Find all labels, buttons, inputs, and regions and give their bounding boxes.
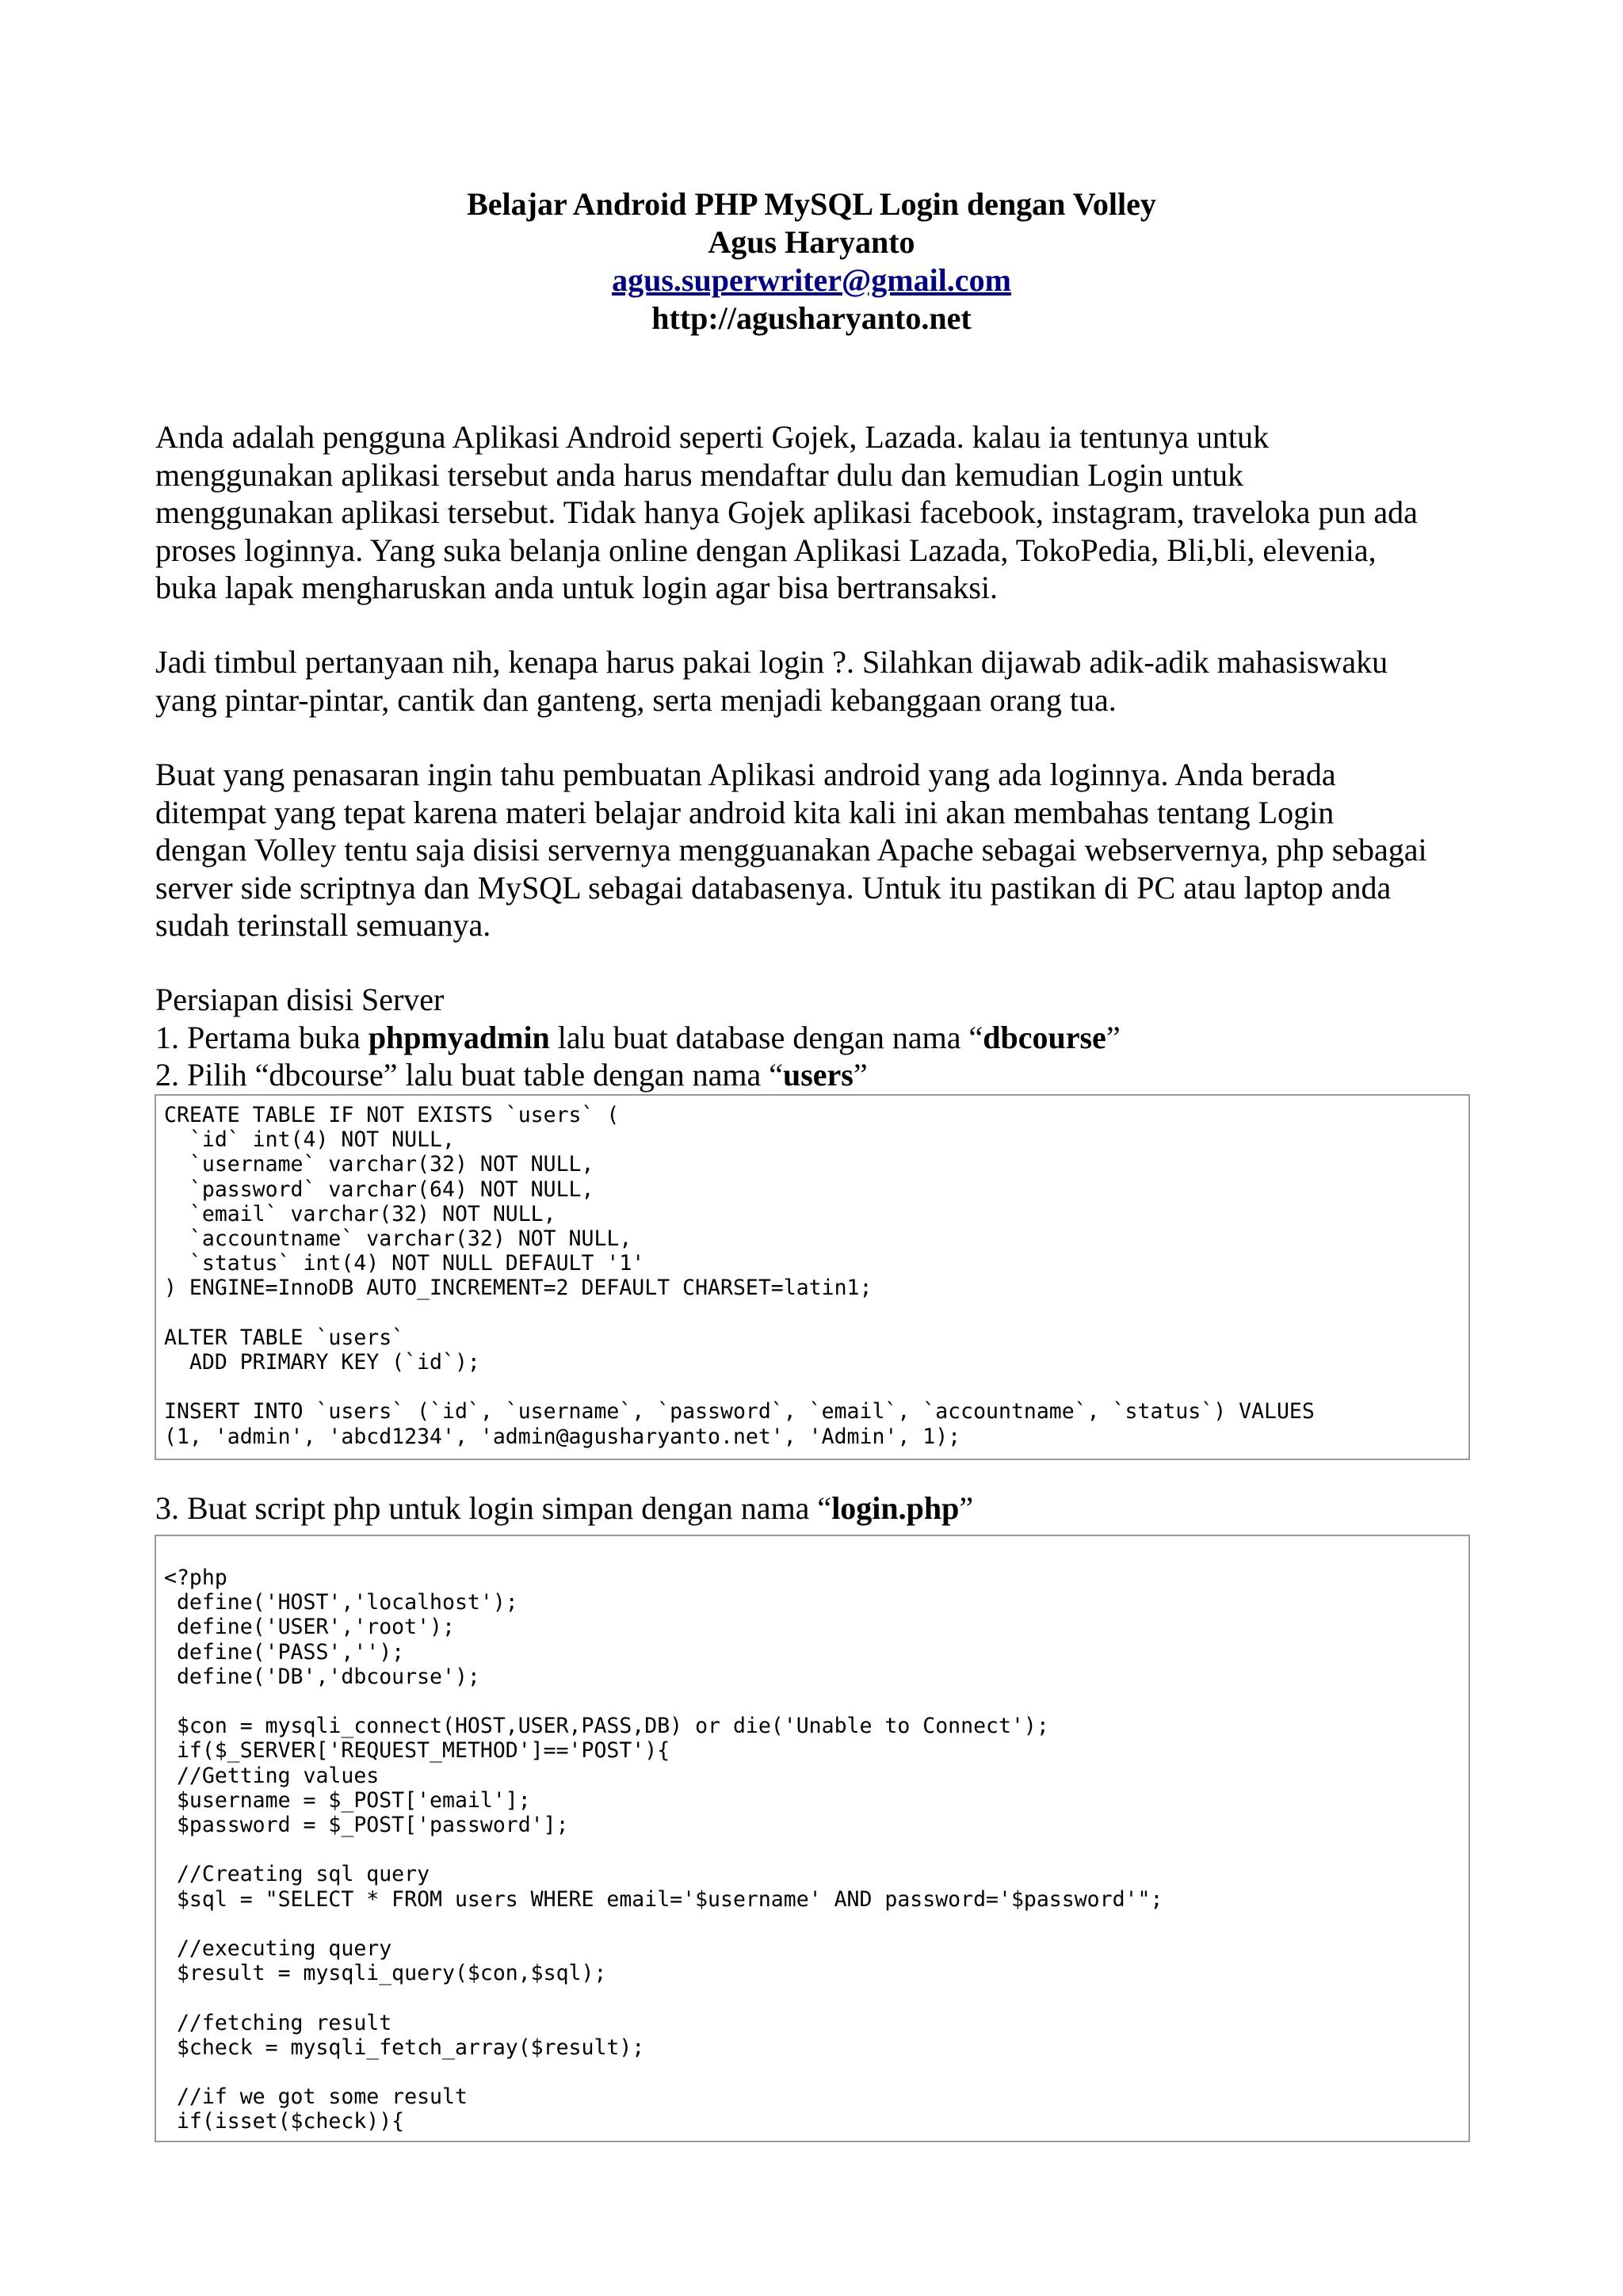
text-line: sudah terinstall semuanya. (155, 907, 491, 943)
step-2: 2. Pilih “dbcourse” lalu buat table dengan nama “users” (155, 1057, 868, 1093)
step-1: 1. Pertama buka phpmyadmin lalu buat database dengan nama “dbcourse” (155, 1019, 1121, 1055)
text-line: ditempat yang tepat karena materi belajar android kita kali ini akan membahas tentang Login (155, 794, 1335, 830)
text-line: proses loginnya. Yang suka belanja online dengan Aplikasi Lazada, TokoPedia, Bli,bli, elevenia, (155, 532, 1377, 568)
paragraph-intro (155, 418, 1487, 607)
php-code-block (155, 1535, 1470, 2142)
text-line: yang pintar-pintar, cantik dan ganteng, serta menjadi kebanggaan orang tua. (155, 681, 1117, 718)
text-line: menggunakan aplikasi tersebut anda harus mendaftar dulu dan kemudian Login untuk (155, 456, 1243, 493)
text-line: Jadi timbul pertanyaan nih, kenapa harus pakai login ?. Silahkan dijawab adik-adik mahasiswaku (155, 644, 1388, 680)
server-setup-steps (155, 981, 1487, 1094)
step-3: 3. Buat script php untuk login simpan dengan nama “login.php” (155, 1490, 974, 1526)
sql-code: CREATE TABLE IF NOT EXISTS `users` ( `id` int(4) NOT NULL, `username` varchar(32) NOT NULL, `password` varchar(64) NOT NULL, `email` varchar(32) NOT NULL, `accountname` varchar(32) NOT NULL, `status` int(4) NOT NULL DEFAULT '1' ) ENGINE=InnoDB AUTO_INCREMENT=2 DEFAULT CHARSET=latin1; ALTER TABLE `users` ADD PRIMARY KEY (`id`); INSERT INTO `users` (`id`, `username`, `password`, `email`, `accountname`, `status`) VALUES (1, 'admin', 'abcd1234', 'admin@agusharyanto.net', 'Admin', 1); (164, 1103, 1315, 1449)
section-heading: Persiapan disisi Server (155, 982, 445, 1017)
author-website: http://agusharyanto.net (651, 300, 972, 336)
paragraph-question (155, 643, 1487, 719)
author-email-link[interactable]: agus.superwriter@gmail.com (612, 262, 1011, 298)
paragraph-overview (155, 756, 1487, 944)
php-code: <?php define('HOST','localhost'); define('USER','root'); define('PASS',''); define('DB','dbcourse'); $con = mysqli_connect(HOST,USER,PASS,DB) or die('Unable to Connect'); if($_SERVER['REQUEST_METHOD']=='POST'){ //Getting values $username = $_POST['email']; $password = $_POST['password']; //Creating sql query $sql = "SELECT * FROM users WHERE email='$username' AND password='$password'"; //executing query $result = mysqli_query($con,$sql); //fetching result $check = mysqli_fetch_array($result); //if we got some result if(isset($check)){ (164, 1566, 1163, 2134)
text-line: server side scriptnya dan MySQL sebagai databasenya. Untuk itu pastikan di PC atau laptop anda (155, 869, 1392, 906)
author-name: Agus Haryanto (708, 224, 915, 260)
text-line: buka lapak mengharuskan anda untuk login agar bisa bertransaksi. (155, 570, 999, 605)
text-line: dengan Volley tentu saja disisi servernya mengguanakan Apache sebagai webservernya, php sebagai (155, 832, 1427, 868)
step-3-text (155, 1489, 1487, 1527)
text-line: menggunakan aplikasi tersebut. Tidak hanya Gojek aplikasi facebook, instagram, traveloka pun ada (155, 494, 1418, 530)
text-line: Anda adalah pengguna Aplikasi Android seperti Gojek, Lazada. kalau ia tentunya untuk (155, 419, 1270, 455)
document-header (0, 185, 1623, 338)
document-title: Belajar Android PHP MySQL Login dengan Volley (467, 186, 1156, 222)
text-line: Buat yang penasaran ingin tahu pembuatan Aplikasi android yang ada loginnya. Anda berada (155, 757, 1336, 792)
sql-code-block (155, 1094, 1470, 1460)
